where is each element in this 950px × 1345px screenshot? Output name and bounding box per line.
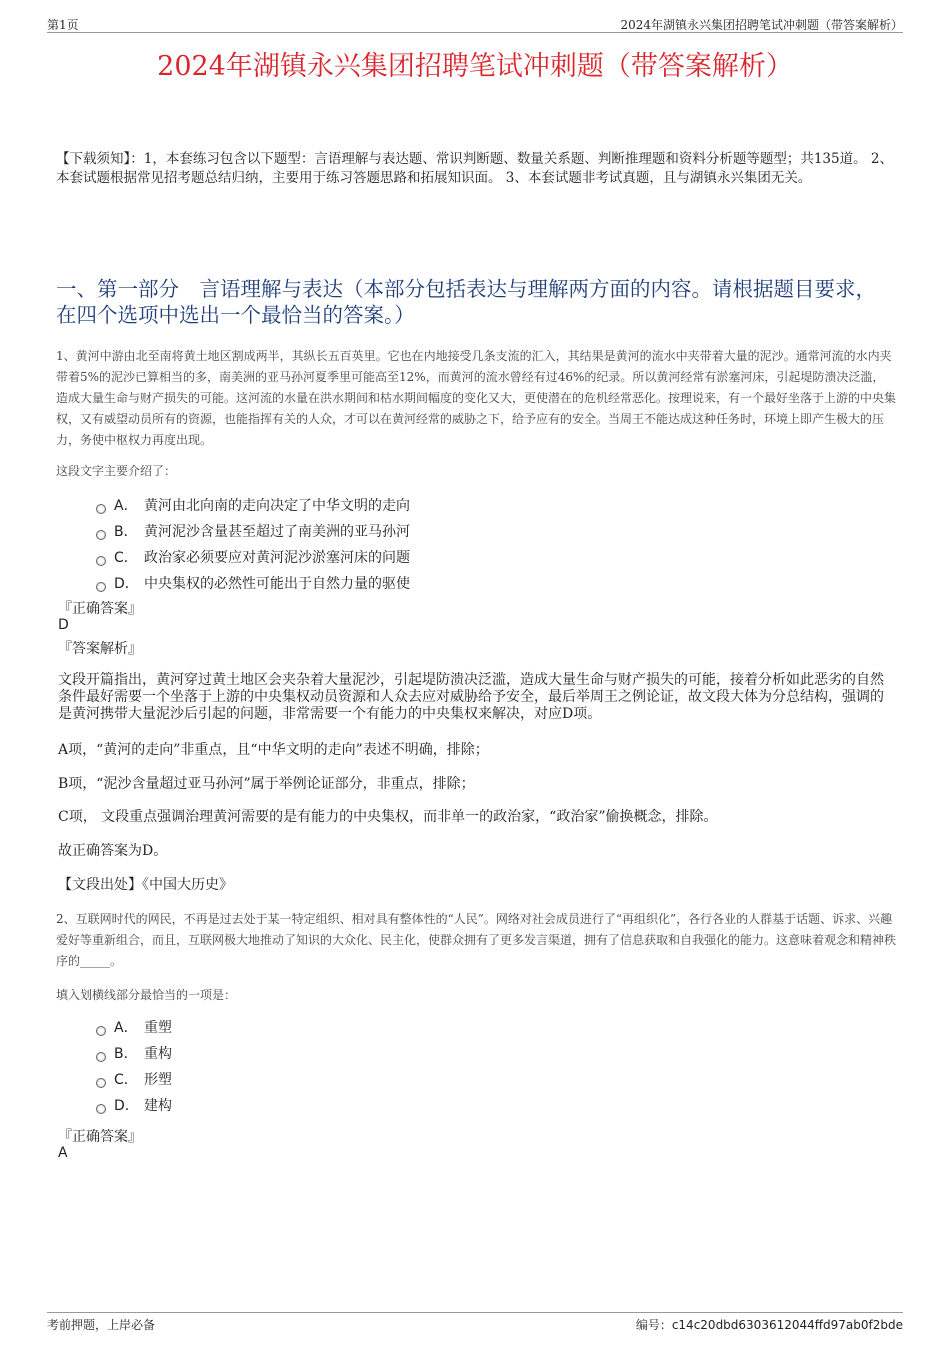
analysis-paragraph: 文段开篇指出，黄河穿过黄土地区会夹杂着大量泥沙，引起堤防溃决泛滥，造成大量生命与财产损失的可能，接着分析如此恶劣的自然条件最好需要一个坐落于上游的中央集权动员资源和人众去应对威胁给予安全，最后举周王之例论证，故文段大体为分总结构，强调的是黄河携带大量泥沙后引起的问题，非常需要一个有能力的中央集权来解决，对应D项。: [58, 672, 884, 722]
question-1-prompt: 这段文字主要介绍了：: [56, 464, 177, 478]
analysis-option-a: A项，“黄河的走向”非重点，且“中华文明的走向”表述不明确，排除；: [58, 742, 489, 758]
page-header: [47, 14, 903, 33]
option-c[interactable]: C． 形塑: [96, 1067, 172, 1093]
option-a[interactable]: A． 黄河由北向南的走向决定了中华文明的走向: [96, 493, 410, 519]
question-2-text: 2、互联网时代的网民，不再是过去处于某一特定组织、相对具有整体性的“人民”。网络对社会成员进行了“再组织化”，各行各业的人群基于话题、诉求、兴趣爱好等重新组合，而且，互联网极大地推动了知识的大众化、民主化，使群众拥有了更多发言渠道，拥有了信息获取和自我强化的能力。这意味着观念和精神秩序的_____。: [56, 912, 897, 968]
analysis-source: 【文段出处】《中国大历史》: [58, 877, 233, 893]
question-2-options: [96, 1015, 172, 1119]
section-title: 一、第一部分 言语理解与表达（本部分包括表达与理解两方面的内容。请根据题目要求，在四个选项中选出一个最恰当的答案。）: [56, 277, 876, 327]
radio-icon[interactable]: [96, 1078, 106, 1088]
radio-icon[interactable]: [96, 1104, 106, 1114]
analysis-option-c: C项， 文段重点强调治理黄河需要的是有能力的中央集权，而非单一的政治家，“政治家”偷换概念，排除。: [58, 809, 718, 825]
footer-slogan: 考前押题，上岸必备: [47, 1318, 156, 1332]
answer-label: 『正确答案』: [58, 1129, 142, 1145]
answer-label: 『正确答案』: [58, 601, 142, 617]
radio-icon[interactable]: [96, 556, 106, 566]
question-1-options: [96, 493, 410, 597]
footer-doc-id: 编号：c14c20dbd6303612044ffd97ab0f2bde: [635, 1318, 903, 1332]
page-footer: [47, 1312, 903, 1333]
option-a[interactable]: A． 重塑: [96, 1015, 172, 1041]
page-number: 第1页: [47, 18, 79, 32]
option-c[interactable]: C． 政治家必须要应对黄河泥沙淤塞河床的问题: [96, 545, 410, 571]
answer-value: A: [58, 1145, 68, 1161]
radio-icon[interactable]: [96, 582, 106, 592]
radio-icon[interactable]: [96, 1052, 106, 1062]
question-1-text: 1、黄河中游由北至南将黄土地区割成两半，其纵长五百英里。它也在内地接受几条支流的汇入，其结果是黄河的流水中夹带着大量的泥沙。通常河流的水内夹带着5%的泥沙已算相当的多，南美洲的亚马孙河夏季里可能高至12%，而黄河的流水曾经有过46%的纪录。所以黄河经常有淤塞河床，引起堤防溃决泛滥，造成大量生命与财产损失的可能。这河流的水量在洪水期间和枯水期间幅度的变化又大，更使潜在的危机经常恶化。按理说来，有一个最好坐落于上游的中央集权，又有威望动员所有的资源，也能指挥有关的人众，才可以在黄河经常的威胁之下，给予应有的安全。当周王不能达成这种任务时，环境上即产生极大的压力，务使中枢权力再度出现。: [56, 349, 897, 447]
header-doc-title: 2024年湖镇永兴集团招聘笔试冲刺题（带答案解析）: [620, 18, 903, 32]
option-d[interactable]: D． 建构: [96, 1093, 172, 1119]
analysis-label: 『答案解析』: [58, 641, 142, 657]
analysis-conclusion: 故正确答案为D。: [58, 843, 168, 859]
option-d[interactable]: D． 中央集权的必然性可能出于自然力量的驱使: [96, 571, 410, 597]
option-b[interactable]: B． 黄河泥沙含量甚至超过了南美洲的亚马孙河: [96, 519, 410, 545]
radio-icon[interactable]: [96, 1026, 106, 1036]
page-title: 2024年湖镇永兴集团招聘笔试冲刺题（带答案解析）: [157, 51, 793, 82]
radio-icon[interactable]: [96, 504, 106, 514]
download-notice: 【下载须知】：1，本套练习包含以下题型：言语理解与表达题、常识判断题、数量关系题、判断推理题和资料分析题等题型；共135道。 2、本套试题根据常见招考题总结归纳，主要用于练习答题思路和拓展知识面。 3、本套试题非考试真题，且与湖镇永兴集团无关。: [56, 151, 893, 186]
answer-value: D: [58, 617, 69, 633]
radio-icon[interactable]: [96, 530, 106, 540]
question-2-prompt: 填入划横线部分最恰当的一项是：: [56, 988, 237, 1002]
analysis-option-b: B项，“泥沙含量超过亚马孙河”属于举例论证部分，非重点，排除；: [58, 776, 475, 792]
option-b[interactable]: B． 重构: [96, 1041, 172, 1067]
